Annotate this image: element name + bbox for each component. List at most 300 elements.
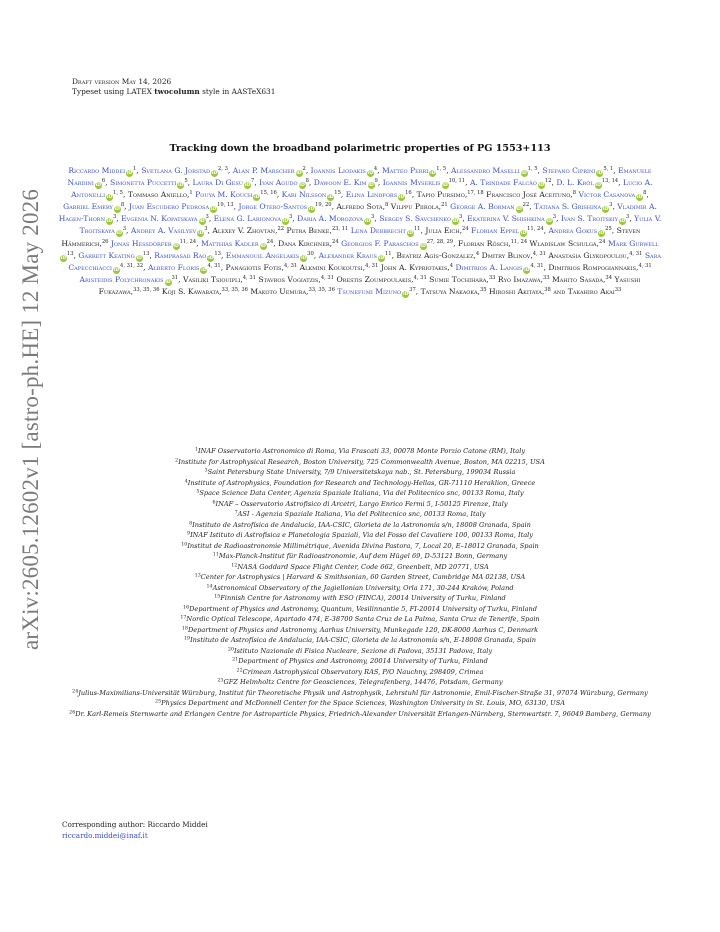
- author-name[interactable]: Emmanouil Angelakis: [225, 250, 300, 260]
- author-affiliation-marker: 4: [373, 166, 378, 172]
- author-list: [58, 165, 662, 298]
- orcid-icon[interactable]: iD: [420, 243, 426, 249]
- author-entry: [391, 202, 448, 211]
- author-affiliation-marker: 27, 28, 29: [426, 238, 454, 245]
- author-name[interactable]: Dawoon E. Kim: [313, 178, 367, 188]
- author-entry[interactable]: Kari Nilsson $iD^{15}$,: [281, 190, 344, 201]
- author-name: Stavros Vogiatzis,: [258, 274, 321, 284]
- arxiv-stamp[interactable]: arXiv:2605.12602v1 [astro-ph.HE] 12 May 2026: [18, 188, 43, 650]
- affiliation-item: [58, 446, 662, 457]
- affiliation-number: 7: [234, 510, 238, 516]
- orcid-icon[interactable]: iD: [260, 243, 266, 249]
- author-affiliation-marker: 38: [544, 286, 551, 293]
- author-affiliation-marker: 31: [171, 274, 179, 281]
- author-affiliation-marker: 13: [142, 250, 150, 257]
- author-name: Hiroshi Akitaya,: [489, 286, 545, 296]
- affiliation-text: Crimean Astrophysical Observatory RAS, P/O Nauchny, 298409, Crimea: [242, 667, 484, 676]
- affiliation-number: 23: [217, 678, 224, 684]
- author-affiliation-marker: 4, 31: [638, 262, 652, 269]
- orcid-icon[interactable]: iD: [173, 243, 179, 249]
- affiliation-number: 12: [231, 563, 238, 568]
- orcid-icon[interactable]: iD: [300, 255, 307, 261]
- email-link[interactable]: riccardo.middei@inaf.it: [62, 831, 148, 840]
- author-name: Vasiliki Tsiouipli,: [183, 274, 243, 284]
- affiliation-item: [58, 541, 662, 552]
- author-entry[interactable]: Evgenia N. Kopatskaya $iD^3$,: [121, 214, 212, 225]
- affiliation-item: [58, 604, 662, 615]
- author-name[interactable]: Juan Escudero Pedrosa: [128, 202, 210, 212]
- orcid-icon[interactable]: iD: [198, 231, 204, 237]
- author-affiliation-marker: 9: [374, 178, 378, 185]
- author-entry[interactable]: Lena Debbrecht $iD^{11}$,: [350, 226, 423, 237]
- affiliation-text: Department of Physics and Astronomy, Quantum, Vesilinnantie 5, FI-20014 University of Turku, Finland: [189, 604, 537, 613]
- author-affiliation-marker: 35: [479, 286, 487, 293]
- author-affiliation-marker: 4, 31, 32: [120, 262, 144, 269]
- author-entry[interactable]: Iván Agudo $iD^8$,: [259, 178, 312, 189]
- arxiv-stamp-container: [18, 188, 58, 650]
- author-name[interactable]: Andrey A. Vasilyev: [130, 226, 197, 236]
- author-entry: [482, 251, 546, 260]
- author-entry: [417, 190, 484, 199]
- author-name[interactable]: Elina Lindfors: [345, 190, 398, 200]
- author-name: Alexey V. Zhovtan,: [212, 226, 278, 236]
- author-name: Tatsuya Nakaoka,: [420, 286, 480, 296]
- orcid-icon[interactable]: iD: [524, 267, 530, 273]
- orcid-icon[interactable]: iD: [254, 195, 260, 201]
- author-entry[interactable]: Emmanouil Angelakis $iD^{30}$,: [225, 250, 317, 261]
- orcid-icon[interactable]: iD: [538, 183, 545, 189]
- author-name: Dana Kirchner,: [278, 238, 333, 248]
- orcid-icon[interactable]: iD: [546, 219, 552, 225]
- affiliation-text: Dr. Karl-Remeis Sternwarte and Erlangen Centre for Astroparticle Physics, Friedrich-Alexander Universität Erlangen-Nürnberg, Sternwartstr. 7, 96049 Bamberg, Germany: [75, 709, 651, 718]
- orcid-icon[interactable]: iD: [402, 291, 409, 297]
- author-affiliation-marker: 11, 24: [510, 238, 528, 245]
- author-name[interactable]: Ivan S. Troitskiy: [560, 214, 618, 224]
- affiliation-item: [58, 646, 662, 657]
- affiliation-number: 4: [184, 479, 188, 484]
- affiliation-number: 13: [194, 573, 201, 579]
- affiliation-text: GFZ Helmholtz Centre for Geosciences, Telegrafenberg, 14476, Potsdam, Germany: [223, 678, 503, 686]
- affiliation-number: 20: [227, 647, 235, 652]
- affiliation-number: 17: [180, 615, 187, 621]
- author-name: Anastasia Glykopoulou,: [548, 250, 630, 260]
- typeset-line: [72, 87, 275, 97]
- author-name[interactable]: Daria A. Morozova: [297, 214, 364, 224]
- orcid-icon[interactable]: iD: [165, 279, 171, 285]
- author-name[interactable]: Alan P. Marscher: [232, 166, 295, 175]
- affiliation-item: [58, 530, 662, 541]
- author-affiliation-marker: 10, 11: [448, 178, 466, 185]
- affiliation-number: 9: [187, 531, 191, 537]
- author-entry[interactable]: Emanuele Nardini $iD^6$,: [67, 166, 652, 189]
- author-name[interactable]: A. Trindade Falcão: [469, 178, 537, 188]
- author-name[interactable]: Alexander Kraus: [318, 250, 377, 260]
- author-entry: [553, 287, 621, 296]
- affiliation-item: [58, 698, 662, 709]
- author-name[interactable]: Georgios F. Paraschos: [341, 238, 419, 248]
- affiliation-text: Center for Astrophysics | Harvard & Smithsonian, 60 Garden Street, Cambridge MA 02138, USA: [200, 573, 526, 581]
- author-entry[interactable]: Simonetta Puccetti $iD^5$,: [110, 178, 191, 189]
- author-name[interactable]: Alberto Floris: [147, 262, 200, 272]
- author-entry: [212, 226, 284, 235]
- author-name: Makoto Uemura,: [250, 286, 309, 296]
- author-name[interactable]: Ekaterina V. Shishkina: [467, 214, 545, 224]
- affiliation-item: [58, 625, 662, 636]
- affiliation-item: [58, 709, 662, 720]
- author-entry[interactable]: Matthias Kadler $iD^{24}$,: [200, 238, 276, 249]
- author-entry: [489, 287, 551, 296]
- author-name: Mahito Sasada,: [551, 274, 606, 284]
- author-entry[interactable]: Ivan S. Troitskiy $iD^3$,: [560, 214, 632, 225]
- author-affiliation-marker: 8: [643, 190, 647, 197]
- affiliation-text: NASA Goddard Space Flight Center, Code 662, Greenbelt, MD 20771, USA: [237, 562, 489, 571]
- affiliation-text: Max-Planck-Institut für Radioastronomie, Auf dem Hügel 69, D-53121 Bonn, Germany: [218, 552, 508, 560]
- author-entry[interactable]: Pouya M. Kouch iD$^{15, 16}$,: [195, 190, 280, 201]
- author-affiliation-marker: 22: [277, 226, 285, 233]
- author-entry: [429, 275, 495, 284]
- orcid-icon[interactable]: iD: [521, 171, 527, 176]
- affiliation-text: Istituto Nazionale di Fisica Nucleare, Sezione di Padova, 35131 Padova, Italy: [234, 646, 493, 655]
- author-entry[interactable]: Alan P. Marscher $iD^2$,: [232, 166, 309, 176]
- affiliation-number: 3: [204, 468, 208, 474]
- author-affiliation-marker: 17, 18: [467, 190, 484, 197]
- author-entry[interactable]: Garrett Keating $iD^{13}$,: [78, 250, 152, 261]
- author-entry[interactable]: Matteo Perri iD$^{1, 5}$,: [381, 166, 449, 176]
- author-name[interactable]: Ramprasad Rao: [154, 250, 207, 260]
- affiliation-item: [58, 562, 662, 573]
- author-affiliation-marker: 11: [413, 226, 421, 233]
- author-name[interactable]: D. L. Król: [556, 178, 594, 188]
- author-entry[interactable]: Jonas Hessdörfer iD$^{11, 24}$,: [110, 238, 199, 249]
- author-name[interactable]: George A. Borman: [450, 202, 515, 212]
- author-entry[interactable]: Laura Di Gesu $iD^7$,: [192, 178, 257, 189]
- orcid-icon[interactable]: iD: [516, 207, 522, 213]
- author-entry: [548, 263, 651, 272]
- author-name[interactable]: Elena G. Larionova: [213, 214, 281, 224]
- author-affiliation-marker: 33, 35, 36: [221, 286, 248, 293]
- orcid-icon[interactable]: iD: [598, 231, 605, 237]
- author-name: Petra Benke,: [286, 226, 332, 236]
- orcid-icon[interactable]: iD: [106, 195, 113, 201]
- orcid-icon[interactable]: iD: [328, 195, 334, 201]
- author-entry: [425, 226, 468, 235]
- affiliation-number: 2: [175, 458, 179, 463]
- affiliation-text: Institut de Radioastronomie Millimétrique, Avenida Divina Pastora, 7, Local 20, E–18012 Granada, Spain: [187, 541, 539, 550]
- orcid-icon[interactable]: iD: [308, 207, 315, 213]
- author-entry[interactable]: Andrea Gokus $iD^{25}$,: [548, 226, 615, 237]
- author-affiliation-marker: 4: [449, 262, 454, 269]
- author-affiliation-marker: 3: [205, 214, 209, 221]
- author-name[interactable]: Aristeidis Polychronakis: [79, 274, 164, 284]
- author-name: Wladislaw Schulga,: [529, 238, 599, 248]
- affiliation-item: [58, 583, 662, 594]
- author-entry[interactable]: Tsunefumi Mizuno $iD^{37}$,: [337, 286, 419, 297]
- author-name[interactable]: Laura Di Gesu: [192, 178, 243, 188]
- orcid-icon[interactable]: iD: [595, 183, 601, 189]
- orcid-icon[interactable]: iD: [106, 219, 113, 225]
- orcid-icon[interactable]: iD: [364, 219, 371, 225]
- author-entry[interactable]: Elina Lindfors $iD^{16}$,: [345, 190, 415, 201]
- affiliation-number: 16: [183, 605, 190, 610]
- author-affiliation-marker: 24: [332, 238, 339, 245]
- author-name: Koji S. Kawabata,: [161, 286, 222, 296]
- author-entry[interactable]: Gabriel Emery $iD^8$,: [63, 202, 127, 213]
- author-entry: [396, 251, 479, 260]
- orcid-icon[interactable]: iD: [597, 171, 603, 176]
- author-name: Orestis Zoumpoulakis,: [336, 274, 414, 284]
- author-name[interactable]: Stefano Ciprini: [542, 166, 596, 175]
- orcid-icon[interactable]: iD: [60, 255, 67, 261]
- orcid-icon[interactable]: iD: [602, 207, 609, 213]
- author-entry[interactable]: Sergey S. Savchenko $iD^3$,: [379, 214, 465, 225]
- orcid-icon[interactable]: iD: [244, 183, 251, 189]
- orcid-icon[interactable]: iD: [368, 183, 374, 189]
- affiliation-text: Instituto de Astrofísica de Andalucía, IAA-CSIC, Glorieta de la Astronomía s/n, E-18008 Granada, Spain: [190, 636, 537, 644]
- author-affiliation-marker: 3: [609, 202, 613, 209]
- author-entry: [552, 275, 612, 284]
- author-entry[interactable]: A. Trindade Falcão $iD^{12}$,: [469, 178, 554, 189]
- author-name[interactable]: Yulia V. Troitskaya: [79, 214, 662, 236]
- affiliation-number: 25: [155, 699, 162, 705]
- author-entry[interactable]: Aristeidis Polychronakis $iD^{31}$,: [79, 274, 181, 285]
- author-affiliation-marker: 8: [120, 202, 125, 209]
- author-name: Beatriz Agís-González,: [396, 250, 476, 260]
- affiliation-text: INAF – Osservatorio Astrofisico di Arcetri, Largo Enrico Fermi 5, I-50125 Firenze, Italy: [215, 499, 508, 508]
- author-entry[interactable]: George A. Borman $iD^{22}$,: [450, 202, 532, 213]
- affiliation-text: Astronomical Observatory of the Jagiellonian University, Orla 171, 30-244 Kraków, Poland: [212, 583, 514, 592]
- author-entry[interactable]: Yulia V. Troitskaya $iD^3$,: [79, 214, 662, 237]
- author-entry[interactable]: Mark GurwelliD$^{13}$,: [60, 238, 659, 261]
- author-entry[interactable]: Alessandro Maselli iD$^{1, 5}$,: [451, 166, 540, 176]
- author-entry[interactable]: Juan Escudero Pedrosa iD$^{19, 13}$,: [128, 202, 237, 213]
- author-entry: [250, 287, 335, 296]
- affiliation-item: [58, 467, 662, 478]
- orcid-icon[interactable]: iD: [619, 219, 626, 225]
- author-entry: [226, 263, 298, 272]
- author-affiliation-marker: 24: [462, 226, 469, 233]
- author-entry[interactable]: Svetlana G. Jorstad iD$^{2, 3}$,: [141, 166, 231, 176]
- author-affiliation-marker: 37: [409, 286, 416, 293]
- affiliation-text: INAF Istituto di Astrofisica e Planetologia Spaziali, Via del Fosso del Cavaliere 100, 00133 Roma, Italy: [190, 531, 533, 539]
- orcid-icon[interactable]: iD: [116, 231, 122, 237]
- author-affiliation-marker: 5: [184, 178, 188, 185]
- author-entry[interactable]: Víctor Casanova $iD^8$,: [578, 190, 649, 201]
- author-affiliation-marker: 33: [488, 274, 496, 281]
- orcid-icon[interactable]: iD: [282, 219, 289, 225]
- author-entry[interactable]: Elena G. Larionova $iD^3$,: [213, 214, 295, 225]
- author-entry[interactable]: Dimitrios A. Langis iD$^{4, 31}$,: [455, 262, 546, 273]
- author-entry[interactable]: Ramprasad Rao $iD^{13}$,: [154, 250, 224, 261]
- author-name[interactable]: Ioannis Myserlis: [382, 178, 441, 188]
- author-affiliation-marker: 3: [112, 214, 117, 221]
- author-affiliation-marker: 25: [605, 226, 612, 233]
- author-name[interactable]: Jorge Otero-Santos: [238, 202, 308, 212]
- author-name[interactable]: Gabriel Emery: [63, 202, 113, 212]
- orcid-icon[interactable]: iD: [211, 171, 218, 176]
- author-entry[interactable]: Vladimir A. Hagen-Thorn $iD^3$,: [58, 202, 657, 225]
- affiliation-text: Space Science Data Center, Agenzia Spaziale Italiana, Via del Politecnico snc, 00133 Roma, Italy: [199, 489, 524, 497]
- author-entry: [258, 275, 334, 284]
- author-name[interactable]: Pouya M. Kouch: [195, 190, 253, 200]
- author-name[interactable]: Evgenia N. Kopatskaya: [121, 214, 198, 224]
- author-name[interactable]: Matthias Kadler: [200, 238, 259, 248]
- author-name[interactable]: Alessandro Maselli: [451, 166, 520, 175]
- author-entry: [287, 226, 349, 235]
- author-affiliation-marker: 4, 31: [207, 262, 221, 269]
- author-name[interactable]: Mark Gurwell: [607, 238, 659, 248]
- typeset-class: twocolumn: [154, 86, 200, 96]
- orcid-icon[interactable]: iD: [398, 195, 405, 201]
- author-name[interactable]: Lucio A. Antonelli: [71, 178, 653, 200]
- author-entry[interactable]: D. L. Król iD$^{13, 14}$,: [556, 178, 621, 189]
- author-name[interactable]: Andrea Gokus: [548, 226, 598, 236]
- author-entry[interactable]: Ioannis Myserlis iD$^{10, 11}$,: [382, 178, 468, 189]
- author-affiliation-marker: 1: [189, 190, 193, 197]
- author-affiliation-marker: 23, 11: [331, 226, 349, 233]
- affiliation-list: [58, 446, 662, 719]
- author-affiliation-marker: 1, 5: [113, 190, 123, 197]
- orcid-icon[interactable]: iD: [636, 195, 643, 201]
- orcid-icon[interactable]: iD: [113, 267, 120, 273]
- author-affiliation-marker: 24: [598, 238, 606, 245]
- draft-version: Draft version May 14, 2026: [72, 77, 172, 86]
- affiliation-number: 5: [196, 489, 200, 495]
- author-name[interactable]: Lena Debbrecht: [350, 226, 406, 236]
- orcid-icon[interactable]: iD: [430, 171, 436, 176]
- author-name[interactable]: Matteo Perri: [381, 166, 429, 175]
- affiliation-number: 10: [181, 542, 188, 547]
- author-name[interactable]: Víctor Casanova: [578, 190, 636, 200]
- author-entry: [336, 275, 426, 284]
- author-entry[interactable]: Jorge Otero-Santos iD$^{19, 20}$,: [238, 202, 335, 213]
- orcid-icon[interactable]: iD: [199, 219, 205, 225]
- orcid-icon[interactable]: iD: [126, 171, 133, 176]
- author-affiliation-marker: 4, 31: [242, 274, 256, 281]
- orcid-icon[interactable]: iD: [299, 183, 305, 189]
- author-entry: [381, 263, 453, 272]
- author-name: Steven Hämmerich,: [61, 226, 641, 248]
- affiliation-text: INAF Osservatorio Astronomico di Roma, Via Frascati 33, 00078 Monte Porzio Catone (RM), Italy: [198, 447, 526, 455]
- author-name: and Takahiro Akai: [553, 286, 615, 296]
- author-entry[interactable]: Georgios F. Paraschos iD$^{27, 28, 29}$,: [341, 238, 456, 249]
- orcid-icon[interactable]: iD: [407, 231, 414, 237]
- author-name[interactable]: Emanuele Nardini: [67, 166, 652, 188]
- affiliation-text: Physics Department and McDonnell Center for the Space Sciences, Washington University in St. Louis, MO, 63130, USA: [161, 699, 565, 707]
- author-entry[interactable]: Alexander Kraus $iD^{11}$,: [318, 250, 394, 261]
- orcid-icon[interactable]: iD: [178, 183, 184, 189]
- author-entry[interactable]: Lucio A. Antonelli iD$^{1, 5}$,: [71, 178, 653, 201]
- author-name[interactable]: Dimitrios A. Langis: [455, 262, 523, 272]
- author-affiliation-marker: 3: [122, 226, 127, 233]
- author-affiliation-marker: 4: [475, 250, 480, 257]
- author-affiliation-marker: 3: [288, 214, 293, 221]
- author-name[interactable]: Simonetta Puccetti: [110, 178, 177, 188]
- author-affiliation-marker: 11, 24: [179, 238, 197, 245]
- author-name[interactable]: Vladimir A. Hagen-Thorn: [58, 202, 657, 224]
- orcid-icon[interactable]: iD: [367, 171, 374, 176]
- affiliation-number: 15: [214, 594, 221, 600]
- orcid-icon[interactable]: iD: [452, 219, 459, 225]
- author-entry: [421, 287, 487, 296]
- author-affiliation-marker: 11, 24: [527, 226, 544, 233]
- author-name[interactable]: Sara Capecchiacci: [68, 250, 662, 272]
- author-name[interactable]: Tatiana S. Grishina: [534, 202, 602, 212]
- author-affiliation-marker: 13, 14: [601, 178, 619, 185]
- author-affiliation-marker: 13: [214, 250, 221, 257]
- affiliation-item: [58, 488, 662, 499]
- orcid-icon[interactable]: iD: [210, 207, 217, 213]
- affiliation-item: [58, 457, 662, 468]
- author-entry[interactable]: Riccardo Middei $iD^1$,: [68, 166, 139, 176]
- author-name[interactable]: Iván Agudo: [259, 178, 298, 188]
- author-name[interactable]: Jonas Hessdörfer: [110, 238, 172, 248]
- author-affiliation-marker: 4, 31: [413, 274, 427, 281]
- author-name[interactable]: Tsunefumi Mizuno: [337, 286, 402, 296]
- author-name[interactable]: Riccardo Middei: [68, 166, 126, 175]
- author-name[interactable]: Ioannis Liodakis: [310, 166, 366, 175]
- author-entry: [300, 263, 379, 272]
- author-affiliation-marker: 3: [459, 214, 463, 221]
- author-entry[interactable]: Florian Eppel iD$^{11, 24}$,: [471, 226, 547, 237]
- affiliation-item: [58, 688, 662, 699]
- author-name: Tapio Pursimo,: [416, 190, 468, 200]
- orcid-icon[interactable]: iD: [442, 183, 448, 189]
- affiliation-number: 18: [181, 626, 188, 631]
- author-name[interactable]: Svetlana G. Jorstad: [141, 166, 210, 175]
- orcid-icon[interactable]: iD: [201, 267, 207, 273]
- author-name[interactable]: Kari Nilsson: [281, 190, 327, 200]
- orcid-icon[interactable]: iD: [520, 231, 527, 237]
- affiliation-text: Department of Physics and Astronomy, 20014 University of Turku, Finland: [238, 657, 488, 665]
- author-entry[interactable]: Alberto Floris iD$^{4, 31}$,: [147, 262, 224, 273]
- author-entry[interactable]: Ekaterina V. Shishkina $iD^3$,: [467, 214, 559, 225]
- orcid-icon[interactable]: iD: [208, 255, 214, 261]
- author-affiliation-marker: 7: [250, 178, 255, 185]
- author-affiliation-marker: 13: [66, 250, 74, 257]
- author-entry: [458, 239, 527, 248]
- author-entry[interactable]: Ioannis Liodakis $iD^4$,: [310, 166, 380, 176]
- author-affiliation-marker: 30: [307, 250, 314, 257]
- author-entry: [530, 239, 606, 248]
- author-entry[interactable]: Daria A. Morozova $iD^3$,: [297, 214, 377, 225]
- author-entry: [162, 287, 248, 296]
- author-name: Yasushi Fukazawa,: [98, 274, 641, 296]
- author-entry[interactable]: Stefano Ciprini iD$^{5, 1}$,: [542, 166, 616, 176]
- orcid-icon[interactable]: iD: [296, 171, 302, 176]
- author-entry[interactable]: Sara Capecchiacci iD$^{4, 31, 32}$,: [68, 250, 662, 273]
- author-entry[interactable]: Andrey A. Vasilyev $iD^3$,: [130, 226, 210, 237]
- author-entry[interactable]: Dawoon E. Kim $iD^9$,: [313, 178, 381, 189]
- author-affiliation-marker: 33, 35, 36: [308, 286, 335, 293]
- orcid-icon[interactable]: iD: [378, 255, 385, 261]
- author-name[interactable]: Sergey S. Savchenko: [379, 214, 452, 224]
- author-name[interactable]: Garrett Keating: [78, 250, 135, 260]
- orcid-icon[interactable]: iD: [114, 207, 120, 213]
- author-affiliation-marker: 34: [605, 274, 613, 281]
- draft-header: [72, 77, 275, 96]
- author-entry[interactable]: Tatiana S. Grishina $iD^3$,: [534, 202, 615, 213]
- author-name: Alkmini Koukoutsi,: [299, 262, 366, 272]
- affiliation-item: [58, 593, 662, 604]
- affiliation-number: 8: [189, 521, 193, 526]
- author-affiliation-marker: 8: [385, 202, 389, 209]
- latex-logo: LATEX: [126, 86, 152, 96]
- orcid-icon[interactable]: iD: [136, 255, 142, 261]
- author-name: John A. Kypriotakis,: [380, 262, 450, 272]
- orcid-icon[interactable]: iD: [95, 183, 102, 189]
- author-name[interactable]: Florian Eppel: [471, 226, 520, 236]
- author-entry: [336, 202, 388, 211]
